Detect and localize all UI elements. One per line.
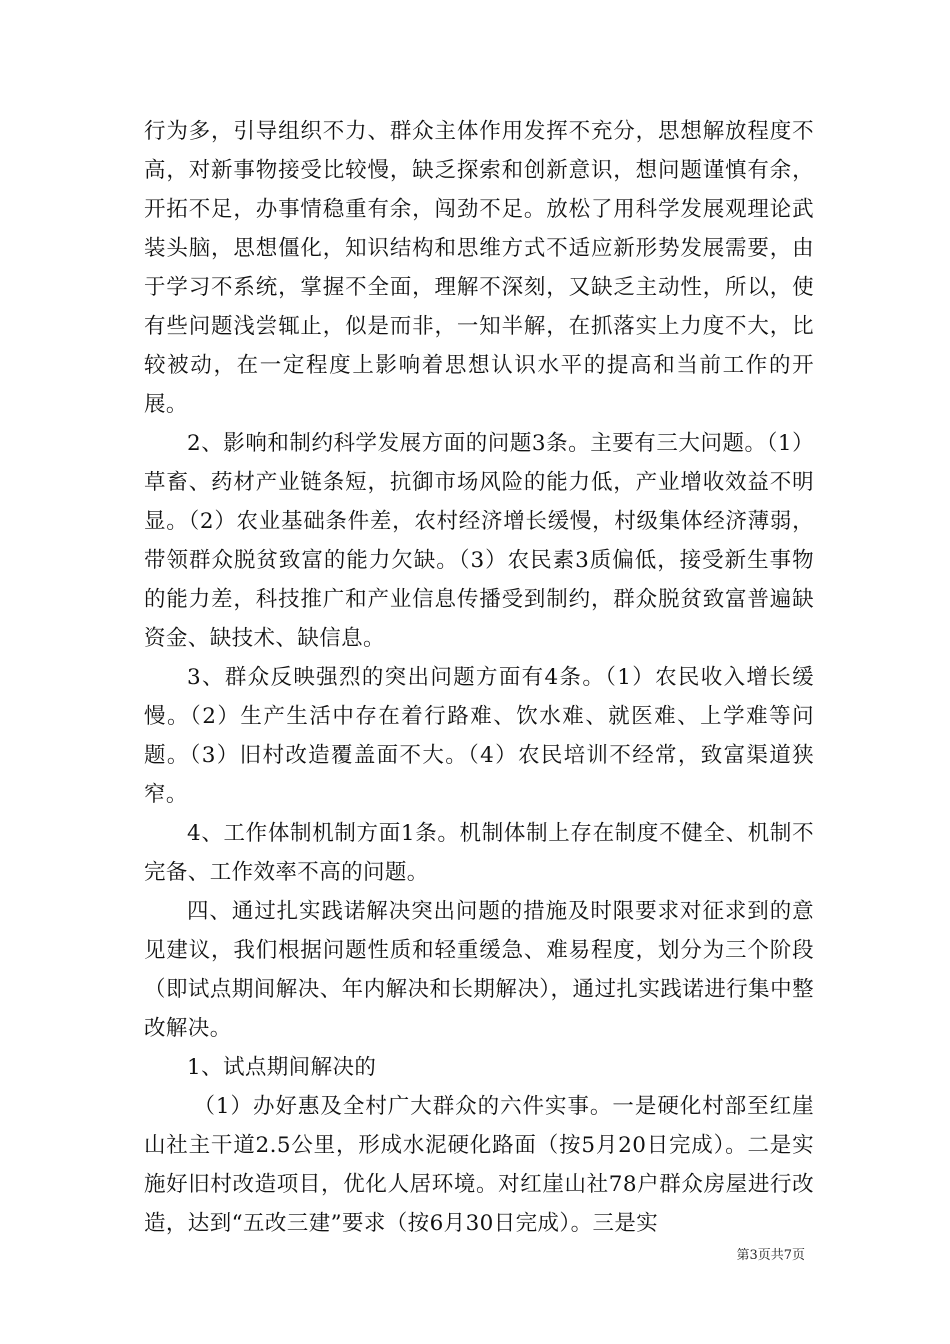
paragraph-section-four: 四、通过扎实践诺解决突出问题的措施及时限要求对征求到的意见建议，我们根据问题性质和轻重缓急、难易程度，划分为三个阶段（即试点期间解决、年内解决和长期解决），通过扎实践诺进行集中整改解决。 bbox=[144, 899, 814, 1041]
paragraph-continuation: 行为多，引导组织不力、群众主体作用发挥不充分，思想解放程度不高，对新事物接受比较慢，缺乏探索和创新意识，想问题谨慎有余，开拓不足，办事情稳重有余，闯劲不足。放松了用科学发展观理论武装头脑，思想僵化，知识结构和思维方式不适应新形势发展需要，由于学习不系统，掌握不全面，理解不深刻，又缺乏主动性，所以，使有些问题浅尝辄止，似是而非，一知半解，在抓落实上力度不大，比较被动，在一定程度上影响着思想认识水平的提高和当前工作的开展。 bbox=[144, 119, 814, 417]
paragraph-public-concerns: 3、群众反映强烈的突出问题方面有4条。（1）农民收入增长缓慢。（2）生产生活中存在着行路难、饮水难、就医难、上学难等问题。（3）旧村改造覆盖面不大。（4）农民培训不经常，致富渠道狭窄。 bbox=[144, 665, 814, 807]
paragraph-development-issues: 2、影响和制约科学发展方面的问题3条。主要有三大问题。（1）草畜、药材产业链条短，抗御市场风险的能力低，产业增收效益不明显。（2）农业基础条件差，农村经济增长缓慢，村级集体经济薄弱，带领群众脱贫致富的能力欠缺。（3）农民素3质偏低，接受新生事物的能力差，科技推广和产业信息传播受到制约，群众脱贫致富普遍缺资金、缺技术、缺信息。 bbox=[144, 431, 814, 651]
paragraph-work-mechanism: 4、工作体制机制方面1条。机制体制上存在制度不健全、机制不完备、工作效率不高的问题。 bbox=[144, 821, 814, 885]
page-footer bbox=[0, 1244, 950, 1264]
paragraph-six-practical-tasks: （1）办好惠及全村广大群众的六件实事。一是硬化村部至红崖山社主干道2.5公里，形成水泥硬化路面（按5月20日完成）。二是实施好旧村改造项目，优化人居环境。对红崖山社78户群众房屋进行改造，达到“五改三建”要求（按6月30日完成）。三是实 bbox=[144, 1094, 814, 1236]
paragraph-pilot-period-heading: 1、试点期间解决的 bbox=[187, 1055, 377, 1080]
document-body bbox=[144, 112, 814, 1243]
page-number: 第3页共7页 bbox=[736, 1248, 805, 1263]
